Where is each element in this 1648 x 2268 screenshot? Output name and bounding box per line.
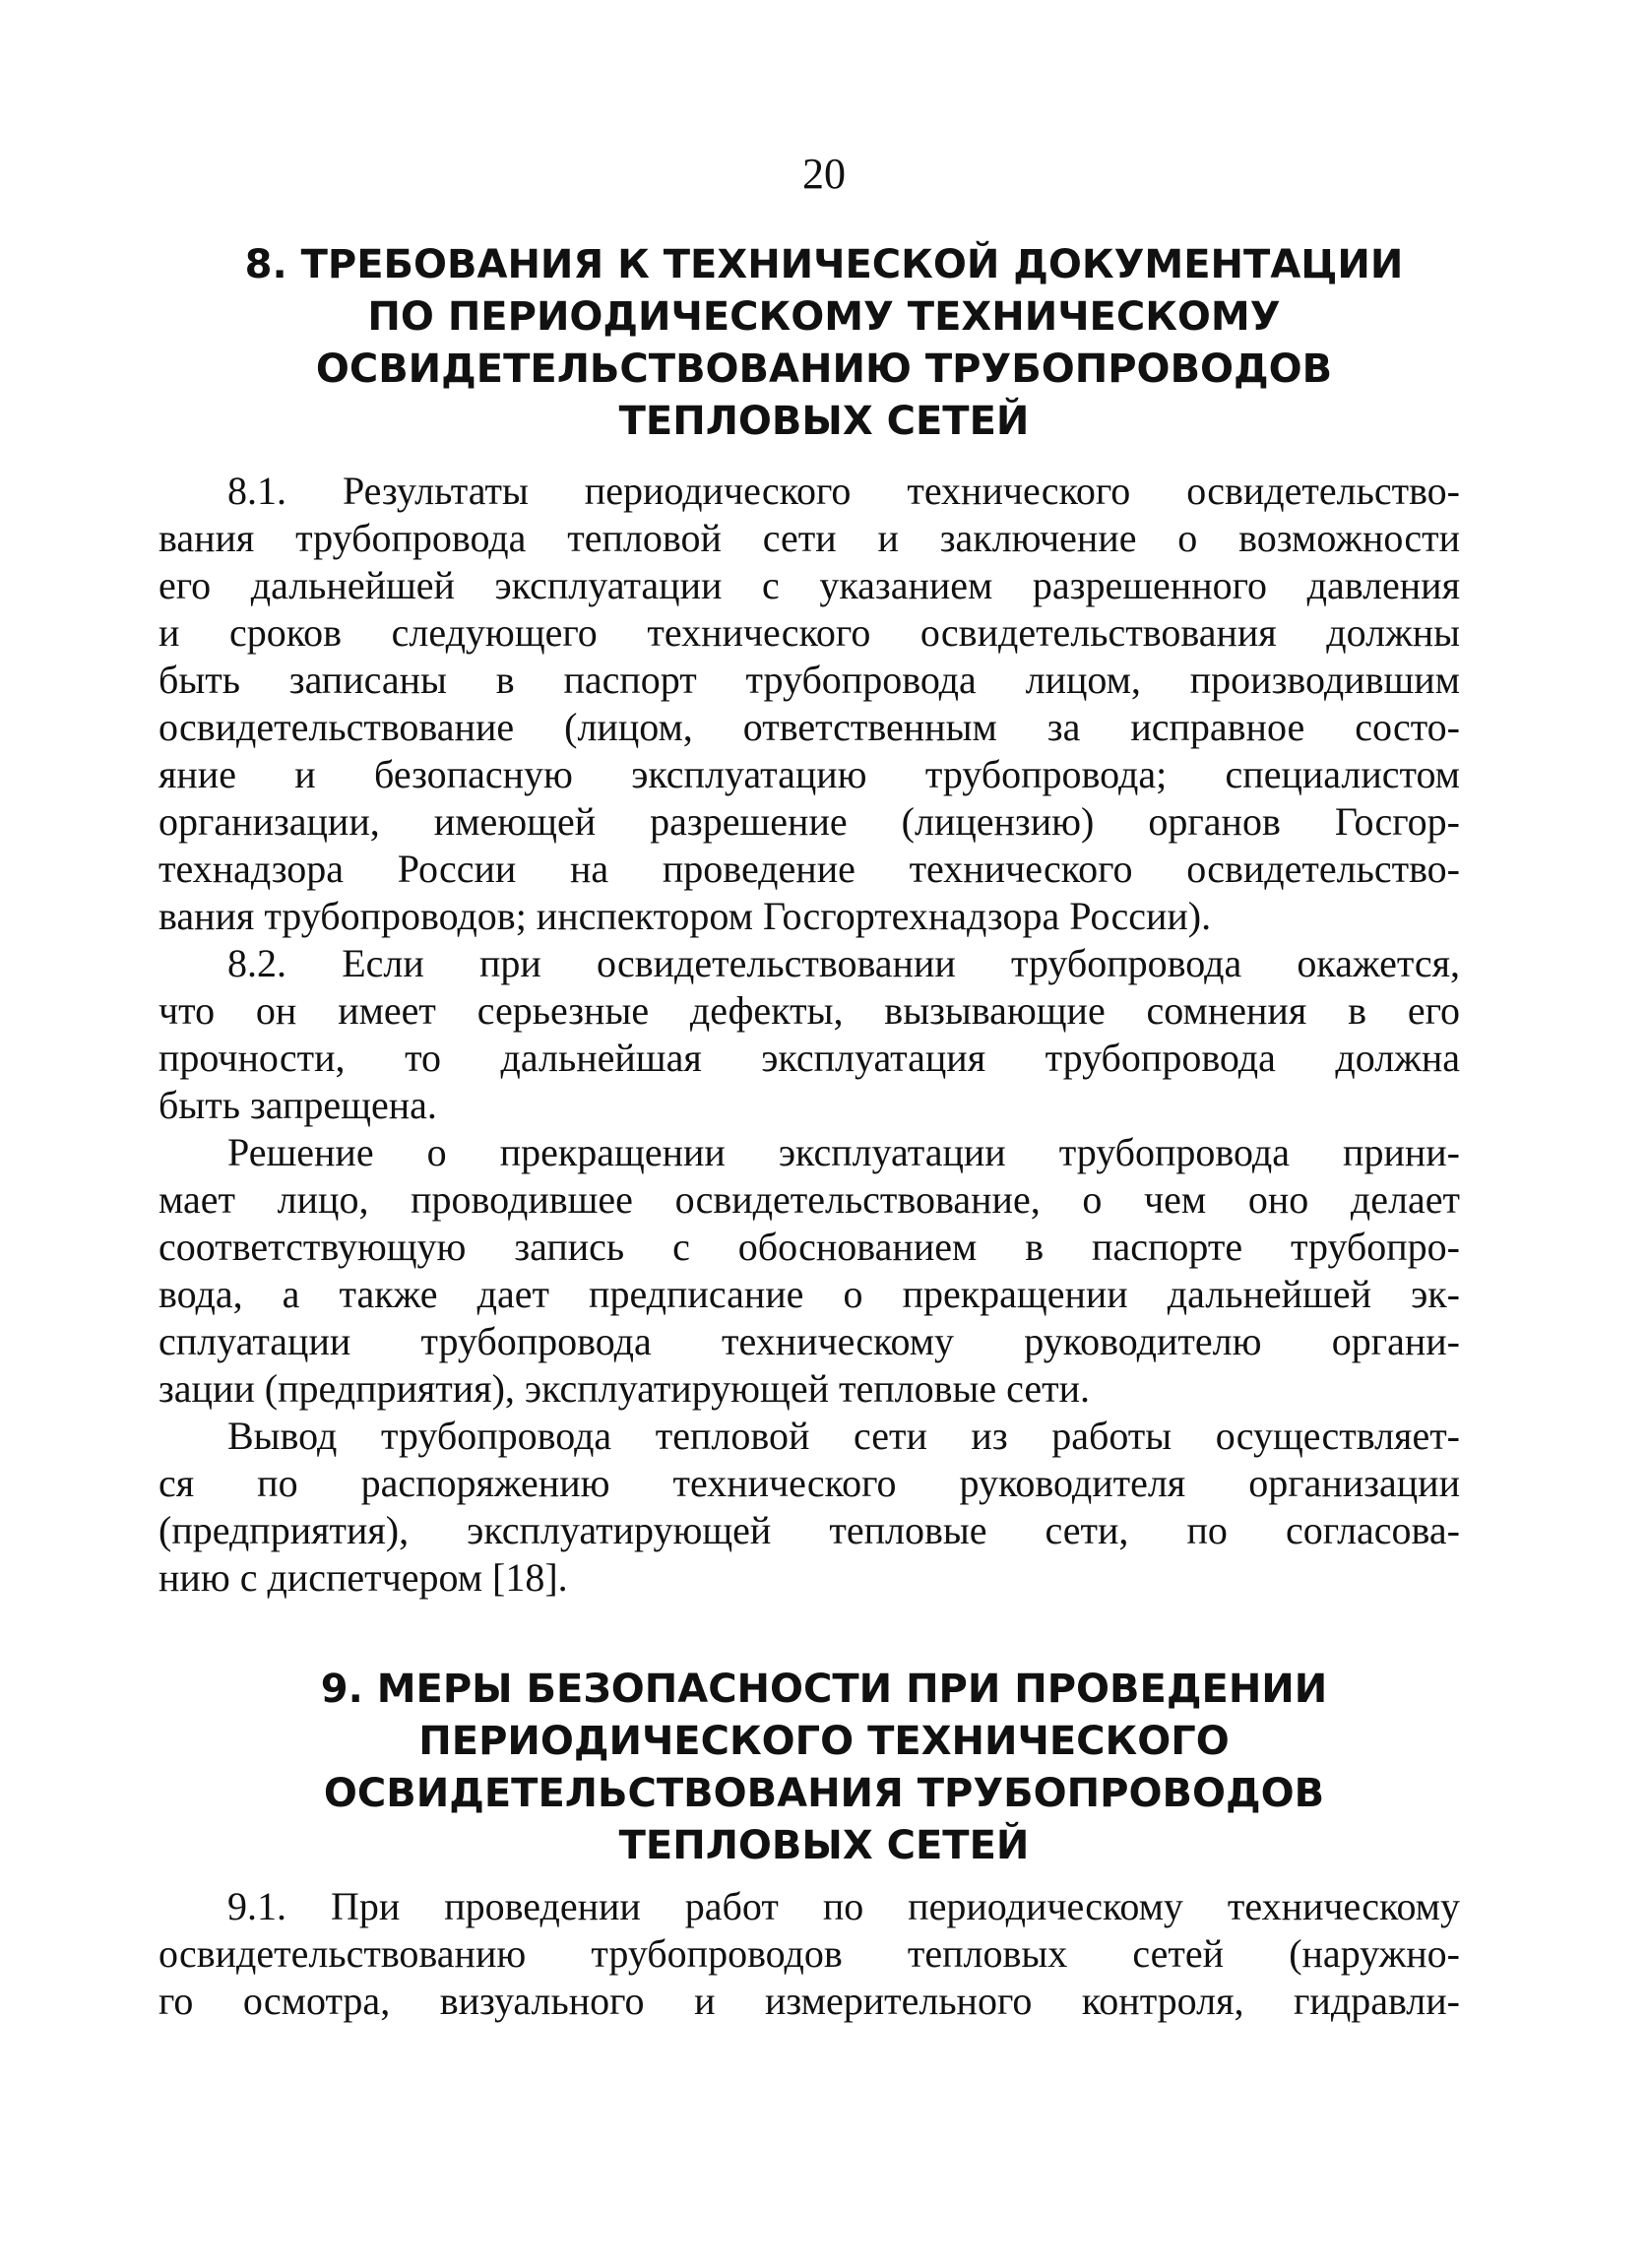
text-line: сплуатации трубопровода техническому руководителю органи- xyxy=(158,1319,1460,1363)
text-line: яние и безопасную эксплуатацию трубопровода; специалистом xyxy=(158,752,1460,796)
text-line: прочности, то дальнейшая эксплуатация трубопровода должна xyxy=(158,1036,1460,1080)
text-line: ся по распоряжению технического руководителя организации xyxy=(158,1461,1460,1505)
text-line: Вывод трубопровода тепловой сети из работы осуществляет- xyxy=(227,1414,1460,1458)
text-line: технадзора России на проведение технического освидетельство- xyxy=(158,847,1460,891)
text-line: освидетельствованию трубопроводов тепловых сетей (наружно- xyxy=(158,1931,1460,1976)
section-9-heading xyxy=(0,1664,1648,1872)
text-line: его дальнейшей эксплуатации с указанием разрешенного давления xyxy=(158,563,1460,607)
text-line: го осмотра, визуального и измерительного контроля, гидравли- xyxy=(158,1979,1460,2023)
text-line: (предприятия), эксплуатирующей тепловые сети, по согласова- xyxy=(158,1508,1460,1552)
text-line: зации (предприятия), эксплуатирующей тепловые сети. xyxy=(158,1366,1091,1411)
text-line: 9.1. При проведении работ по периодическому техническому xyxy=(227,1884,1460,1928)
heading-line: ТЕПЛОВЫХ СЕТЕЙ xyxy=(618,1823,1030,1868)
heading-line: ОСВИДЕТЕЛЬСТВОВАНИЯ ТРУБОПРОВОДОВ xyxy=(323,1771,1325,1816)
heading-line: ПЕРИОДИЧЕСКОГО ТЕХНИЧЕСКОГО xyxy=(418,1719,1230,1764)
paragraph-8-1 xyxy=(158,468,1460,940)
page-number: 20 xyxy=(802,150,846,198)
paragraph-8-2 xyxy=(158,940,1460,1129)
heading-line: ПО ПЕРИОДИЧЕСКОМУ ТЕХНИЧЕСКОМУ xyxy=(367,294,1281,340)
text-line: освидетельствование (лицом, ответственным за исправное состо- xyxy=(158,705,1460,749)
heading-line: ОСВИДЕТЕЛЬСТВОВАНИЮ ТРУБОПРОВОДОВ xyxy=(315,346,1333,392)
text-line: организации, имеющей разрешение (лицензию) органов Госгор- xyxy=(158,799,1460,844)
section-9-body xyxy=(158,1883,1460,2025)
text-line: соответствующую запись с обоснованием в паспорте трубопро- xyxy=(158,1225,1460,1269)
section-8-body xyxy=(158,468,1460,1602)
paragraph-withdrawal xyxy=(158,1413,1460,1602)
text-line: 8.1. Результаты периодического технического освидетельство- xyxy=(227,469,1460,513)
heading-line: 9. МЕРЫ БЕЗОПАСНОСТИ ПРИ ПРОВЕДЕНИИ xyxy=(320,1667,1328,1712)
paragraph-9-1 xyxy=(158,1883,1460,2025)
text-line: 8.2. Если при освидетельствовании трубопровода окажется, xyxy=(227,941,1460,985)
text-line: нию с диспетчером [18]. xyxy=(158,1555,568,1600)
text-line: вода, а также дает предписание о прекращении дальнейшей эк- xyxy=(158,1272,1460,1316)
text-line: быть запрещена. xyxy=(158,1083,437,1127)
text-line: и сроков следующего технического освидетельствования должны xyxy=(158,610,1460,655)
paragraph-decision xyxy=(158,1129,1460,1413)
text-line: мает лицо, проводившее освидетельствование, о чем оно делает xyxy=(158,1177,1460,1222)
text-line: Решение о прекращении эксплуатации трубопровода прини- xyxy=(227,1130,1460,1174)
text-line: что он имеет серьезные дефекты, вызывающие сомнения в его xyxy=(158,988,1460,1033)
text-line: быть записаны в паспорт трубопровода лицом, производившим xyxy=(158,658,1460,702)
text-line: вания трубопроводов; инспектором Госгортехнадзора России). xyxy=(158,894,1212,938)
heading-line: ТЕПЛОВЫХ СЕТЕЙ xyxy=(618,399,1030,444)
heading-line: 8. ТРЕБОВАНИЯ К ТЕХНИЧЕСКОЙ ДОКУМЕНТАЦИИ xyxy=(244,242,1404,287)
section-8-heading xyxy=(0,239,1648,448)
text-line: вания трубопровода тепловой сети и заключение о возможности xyxy=(158,516,1460,560)
